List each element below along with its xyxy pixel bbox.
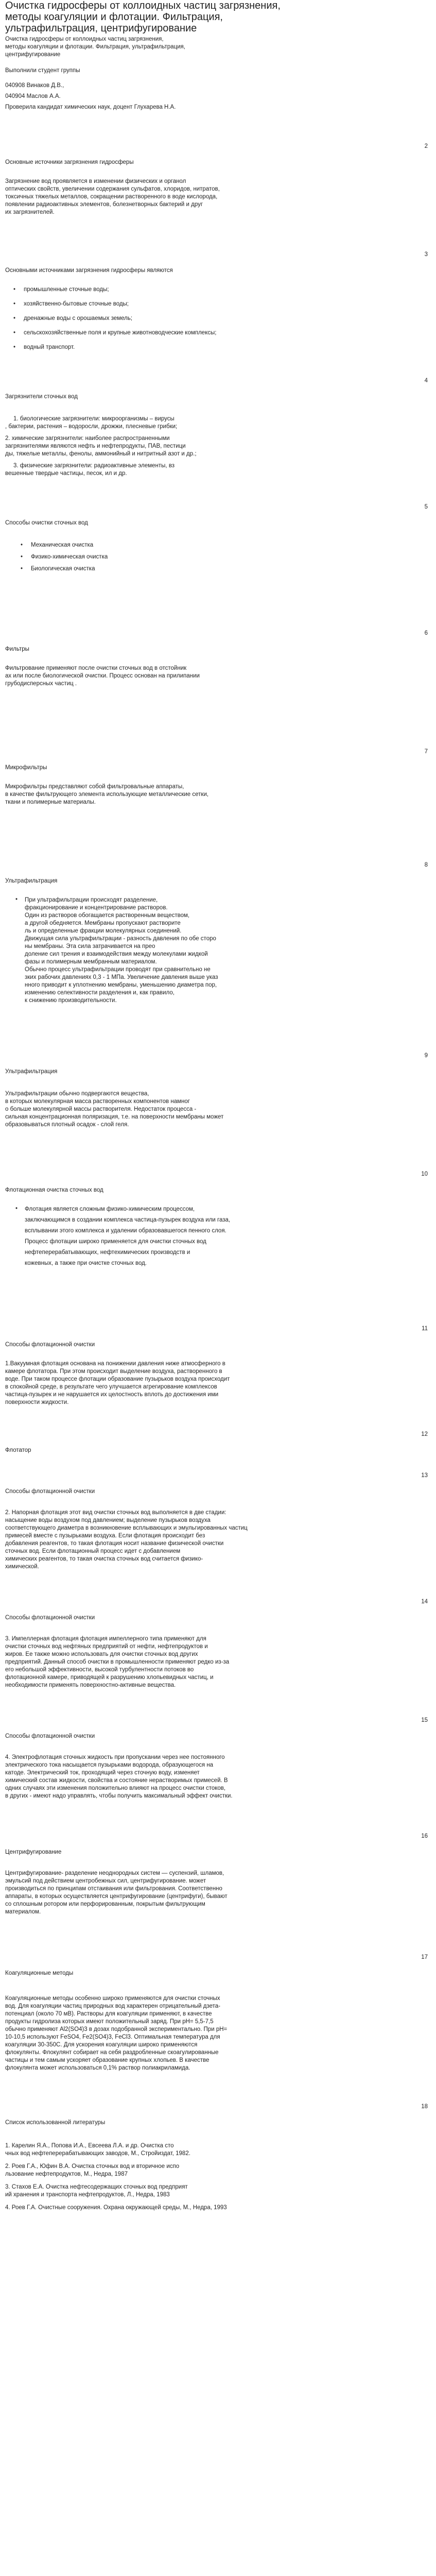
slide-flotation-intro xyxy=(5,1182,432,1337)
text-line: Флотация является сложным физико-химическим процессом, xyxy=(25,1206,195,1212)
text-line: Один из растворов обогащается растворенным веществом, xyxy=(25,912,190,919)
text-line: При ультрафильтрации происходят разделение, xyxy=(25,897,158,903)
references-heading: Список использованной литературы xyxy=(5,2120,106,2126)
text-line: нного приводит к уплотнению мембраны, уменьшению диаметра пор, xyxy=(25,982,217,988)
slide-filters xyxy=(5,641,432,760)
page-number: 14 xyxy=(421,1599,428,1605)
title-line-3: ультрафильтрация, центрифугирование xyxy=(5,23,197,34)
text-line: со сплошным ротором или перфорированным, покрытым фильтрующим xyxy=(5,1901,205,1907)
text-line: изменению селективности разделения и, как правило, xyxy=(25,990,175,996)
text-line: а другой обедняется. Мембраны пропускают растворите xyxy=(25,920,181,926)
page-number: 15 xyxy=(421,1717,428,1723)
subtitle-line-2: методы коагуляции и флотации. Фильтрация, ультрафильтрация, xyxy=(5,44,185,50)
references-section xyxy=(5,2115,432,2213)
text-line: коагуляции 30-350С. Для ускорения коагуляции широко применяются xyxy=(5,2042,198,2048)
text-line: насыщение воды воздухом под давлением; выделение пузырьков воздуха xyxy=(5,1517,211,1523)
page-number: 11 xyxy=(422,1326,428,1332)
text-line: одних случаях эти изменения положительно влияют на процесс очистки стоков, xyxy=(5,1785,226,1791)
subtitle-line-3: центрифугирование xyxy=(5,52,61,58)
slide-pollutants xyxy=(5,389,432,515)
text-line: 2. химические загрязнители: наиболее распространенными xyxy=(5,435,170,442)
text-line: вод. Для коагуляции частиц природных вод характерен отрицательный дзета- xyxy=(5,2003,220,2009)
slide-heading: Флотационная очистка сточных вод xyxy=(5,1187,103,1193)
text-line: жиров. Ее также можно использовать для очистки сточных вод других xyxy=(5,1651,198,1657)
page-number: 10 xyxy=(421,1171,428,1177)
author-1: 040908 Винаков Д.В., xyxy=(5,82,64,89)
reference-item: 2. Роев Г.А., Юфин В.А. Очистка сточных вод и вторичное испо льзование нефтепродуктов, М., Недра, 1987 xyxy=(5,2163,180,2177)
slide-ultrafiltration-2 xyxy=(5,1064,432,1182)
text-line: Микрофильтры представляют собой фильтровальные аппараты, xyxy=(5,784,184,790)
bullet-icon: • xyxy=(13,344,16,350)
text-line: предприятий. Данный способ очистки в промышленности применяют редко из-за xyxy=(5,1659,230,1665)
text-line: 3. физические загрязнители: радиоактивные элементы, вз xyxy=(13,463,175,469)
text-line: производиться по принципам отстаивания или фильтрования. Соответственно xyxy=(5,1886,222,1892)
bullet-icon: • xyxy=(21,566,23,572)
text-line: , бактерии, растения – водоросли, дрожжи, плесневые грибки; xyxy=(5,423,178,430)
slide-heading: Коагуляционные методы xyxy=(5,1970,74,1976)
text-line: в качестве фильтрующего элемента использующие металлические сетки, xyxy=(5,791,209,798)
text-line: ткани и полимерные материалы. xyxy=(5,799,96,805)
list-item: • Биологическая очистка xyxy=(21,566,95,572)
text-line: химический состав жидкости, свойства и состояние нерастворимых примесей. В xyxy=(5,1777,228,1784)
page-number: 12 xyxy=(421,1431,428,1437)
text-line: нефтеперерабатывающих, нефтехимических производств и xyxy=(25,1249,190,1256)
slide-treatment-methods xyxy=(5,515,432,641)
slide-pressure-flotation xyxy=(5,1484,432,1610)
list-item: • дренажные воды с орошаемых земель; xyxy=(13,315,133,321)
page-number: 2 xyxy=(424,143,428,149)
slide-authors xyxy=(5,67,432,155)
text-line: фракционирование и концентрирование растворов. xyxy=(25,905,168,911)
slide-heading: Ультрафильтрация xyxy=(5,1069,58,1075)
text-line: добавления реагентов, то такая флотация носит название физической очистки xyxy=(5,1540,224,1547)
slide-centrifugation xyxy=(5,1844,432,1965)
text-line: частицы и тем самым ускоряет образование крупных хлопьев. В качестве xyxy=(5,2057,210,2063)
slide-heading: Центрифугирование xyxy=(5,1849,62,1855)
slide-main-sources xyxy=(5,263,432,389)
text-line: их загрязнителей. xyxy=(5,209,55,215)
slide-heading: Основные источники загрязнения гидросферы xyxy=(5,159,134,165)
text-line: о больше молекулярной массы растворителя. Недостаток процесса - xyxy=(5,1106,197,1112)
text-line: кожевных, а также при очистке сточных вод. xyxy=(25,1260,147,1266)
text-line: доление сил трения и взаимодействия между молекулами жидкой xyxy=(25,951,208,957)
text-line: материалом. xyxy=(5,1909,41,1915)
text-line: Процесс флотации широко применяется для очистки сточных вод xyxy=(25,1239,206,1245)
bullet-icon: • xyxy=(21,554,23,560)
text-line: соответствующего диаметра в возникновение всплывающих и эмульгированных частиц xyxy=(5,1525,248,1531)
page-number: 8 xyxy=(424,862,428,868)
slide-ultrafiltration-1 xyxy=(5,873,432,1064)
page-number: 17 xyxy=(421,1954,428,1960)
paragraph-block xyxy=(5,896,432,1005)
text-line: оптических свойств, увеличении содержания сульфатов, хлоридов, нитратов, xyxy=(5,186,220,192)
subtitle-line-1: Очистка гидросферы от коллоидных частиц загрязнения, xyxy=(5,36,164,42)
title-line-1: Очистка гидросферы от коллоидных частиц загрязнения, xyxy=(5,0,281,11)
list-item: • Физико-химическая очистка xyxy=(21,554,108,560)
text-line: образовываться плотный осадок - слой геля. xyxy=(5,1122,129,1128)
text-line: аппараты, в которых осуществляется центрифугирование (центрифуги), бывают xyxy=(5,1893,228,1900)
page-number: 16 xyxy=(421,1833,428,1839)
slide-heading: Микрофильтры xyxy=(5,765,47,771)
text-line: загрязнителями являются нефть и нефтепродукты, ПАВ, пестици xyxy=(5,443,186,449)
text-line: ль и определенные фракции молекулярных соединений. xyxy=(25,928,182,934)
slide-pollution-sources xyxy=(5,155,432,263)
text-line: его небольшой эффективности, высокой турбулентности потоков во xyxy=(5,1667,194,1673)
text-line: Обычно процесс ультрафильтрации проводят при сравнительно не xyxy=(25,967,211,973)
list-item: • водный транспорт. xyxy=(13,344,75,350)
text-line: 1. биологические загрязнители: микроорганизмы – вирусы xyxy=(13,416,175,422)
reference-item: 3. Стахов Е.А. Очистка нефтесодержащих сточных вод предприят ий хранения и транспорта нефтепродуктов, Л., Недра, 1983 xyxy=(5,2184,188,2198)
text-line: камере флотатора. При этом происходит выделение воздуха, растворенного в xyxy=(5,1368,222,1375)
text-line: флокулянты. Флокулянт собирает на себя раздробленные скоагулированные xyxy=(5,2049,219,2056)
bullet-icon: • xyxy=(21,542,23,548)
bullet-icon: • xyxy=(13,330,16,336)
slide-heading: Способы очистки сточных вод xyxy=(5,520,88,526)
text-line: флотационной камере, приводящей к разрушению хлопьевидных частиц, и xyxy=(5,1674,214,1681)
document-title xyxy=(5,0,432,34)
text-line: ах или после биологической очистки. Процесс основан на прилипании xyxy=(5,673,200,679)
text-line: очистки сточных вод нефтяных предприятий от нефти, нефтепродуктов и xyxy=(5,1643,208,1650)
page-number: 13 xyxy=(421,1472,428,1479)
text-line: химической. xyxy=(5,1564,39,1570)
text-line: продукты гидролиза которых имеют положительный заряд. При pH= 5,5-7,5 xyxy=(5,2019,214,2025)
text-line: сточных вод. Если флотационный процесс идет с добавлением xyxy=(5,1548,181,1554)
text-line: воде. При таком процессе флотации образование пузырьков воздуха происходит xyxy=(5,1376,230,1382)
text-line: необходимости применять поверхностно-активные вещества. xyxy=(5,1682,176,1688)
text-line: Ультрафильтрации обычно подвергаются вещества, xyxy=(5,1091,149,1097)
list-item: • Механическая очистка xyxy=(21,542,94,548)
text-line: химических реагентов, то такая очистка сточных вод считается физико- xyxy=(5,1556,203,1562)
text-line: 1.Вакуумная флотация основана на понижении давления ниже атмосферного в xyxy=(5,1361,225,1367)
slide-heading: Основными источниками загрязнения гидросферы являются xyxy=(5,267,173,274)
author-2: 040904 Маслов А.А. xyxy=(5,93,61,99)
slide-vacuum-flotation xyxy=(5,1337,432,1443)
text-line: ды, тяжелые металлы, фенолы, аммонийный и нитритный азот и др.; xyxy=(5,451,197,457)
slide-heading: Фильтры xyxy=(5,646,29,652)
text-line: Коагуляционные методы особенно широко применяются для очистки сточных xyxy=(5,1995,220,2002)
page-number: 18 xyxy=(421,2104,428,2110)
list-item: • сельскохозяйственные поля и крупные животноводческие комплексы; xyxy=(13,330,217,336)
text-line: Загрязнение вод проявляется в изменении физических и органол xyxy=(5,178,186,184)
text-line: 2. Напорная флотация этот вид очистки сточных вод выполняется в две стадии: xyxy=(5,1510,226,1516)
text-line: грубодисперсных частиц . xyxy=(5,681,77,687)
text-line: электрического тока насыщается пузырьками водорода, образующегося на xyxy=(5,1762,214,1768)
slide-heading: Способы флотационной очистки xyxy=(5,1615,95,1621)
title-line-2: методы коагуляции и флотации. Фильтрация, xyxy=(5,11,223,23)
slide-impeller-flotation xyxy=(5,1610,432,1728)
bullet-icon: • xyxy=(13,315,16,321)
text-line: 4. Электрофлотация сточных жидкость при пропускании через нее постоянного xyxy=(5,1754,225,1760)
list-item: • промышленные сточные воды; xyxy=(13,286,109,293)
text-line: ны мембраны. Эта сила затрачивается на прео xyxy=(25,943,155,950)
text-line: потенциал (около 70 мВ). Растворы для коагуляции применяют, в качестве xyxy=(5,2011,212,2017)
text-line: Центрифугирование- разделение неоднородных систем — суспензий, шламов, xyxy=(5,1870,224,1876)
slide-flotator xyxy=(5,1443,432,1484)
page-number: 3 xyxy=(424,251,428,258)
text-line: вешенные твердые частицы, песок, ил и др. xyxy=(5,470,127,477)
slide-heading: Ультрафильтрация xyxy=(5,878,58,884)
text-line: в которых молекулярная масса растворенных компонентов намног xyxy=(5,1098,190,1105)
text-line: частица-пузырек и не нарушается их целостность вплоть до достижения ими xyxy=(5,1392,219,1398)
text-line: флокулянта может использоваться 0,1% раствор полиакриламида. xyxy=(5,2065,190,2071)
paragraph-block xyxy=(5,1206,432,1267)
text-line: поверхности жидкости. xyxy=(5,1399,69,1405)
text-line: всплывании этого комплекса и удалении образовавшегося пенного слоя. xyxy=(25,1228,226,1234)
bullet-icon: • xyxy=(13,286,16,293)
document-subtitle xyxy=(5,36,432,59)
bullet-icon: • xyxy=(13,301,16,307)
reference-item: 1. Карелин Я.А., Попова И.А., Евсеева Л.А. и др. Очистка сто чных вод нефтеперерабатывающих заводов, М., Стройиздат, 1982. xyxy=(5,2143,190,2157)
text-line: в спокойной среде, в результате чего улучшается агрегирование комплексов xyxy=(5,1384,217,1390)
methods-list xyxy=(5,541,432,573)
slide-microfilters xyxy=(5,760,432,873)
page-number: 5 xyxy=(424,504,428,510)
text-line: обычно применяют Al2(SO4)3 в дозах подобранной экспериментально. При pH= xyxy=(5,2026,228,2032)
slide-electroflotation xyxy=(5,1728,432,1844)
text-line: токсичных тяжелых металлов, сокращении растворенного в воде кислорода, xyxy=(5,194,218,200)
text-line: зких рабочих давлениях 0,3 - 1 МПа. Увеличение давления выше указ xyxy=(25,974,218,980)
slide-coagulation xyxy=(5,1965,432,2115)
slide-heading: Способы флотационной очистки xyxy=(5,1342,95,1348)
reference-item: 4. Роев Г.А. Очистные сооружения. Охрана окружающей среды, М., Недра, 1993 xyxy=(5,2205,227,2211)
text-line: появлении радиоактивных элементов, болезнетворных бактерий и друг xyxy=(5,201,203,208)
text-line: примесей вместе с пузырьками воздуха. Если флотация происходит без xyxy=(5,1533,205,1539)
list-item: • хозяйственно-бытовые сточные воды; xyxy=(13,301,129,307)
page-number: 9 xyxy=(424,1053,428,1059)
text-line: в других - имеют надо управлять, чтобы получить максимальный эффект очистки. xyxy=(5,1793,233,1799)
sources-list xyxy=(5,286,432,351)
text-line: 3. Импеллерная флотация флотация импеллерного типа применяют для xyxy=(5,1636,206,1642)
reviewer: Проверила кандидат химических наук, доцент Глухарева Н.А. xyxy=(5,104,176,110)
slide-heading: Флотатор xyxy=(5,1447,31,1453)
text-line: Движущая сила ультрафильтрации - разность давления по обе сторо xyxy=(25,936,216,942)
bullet-icon: • xyxy=(15,1206,18,1212)
text-line: фазы и полимерным мембранным материалом. xyxy=(25,959,157,965)
text-line: Фильтрование применяют после очистки сточных вод в отстойник xyxy=(5,665,187,671)
page-number: 4 xyxy=(424,378,428,384)
text-line: эмульсий под действием центробежных сил, центрифугирование. может xyxy=(5,1878,206,1884)
slide-heading: Способы флотационной очистки xyxy=(5,1488,95,1495)
text-line: к снижению производительности. xyxy=(25,997,117,1004)
slide-heading: Способы флотационной очистки xyxy=(5,1733,95,1739)
page-number: 6 xyxy=(424,630,428,636)
bullet-icon: • xyxy=(15,896,18,903)
text-line: 10-10,5 используют FeSO4, Fe2(SO4)3, FeCl3. Оптимальная температура для xyxy=(5,2034,220,2040)
text-line: катоде. Электрический ток, проходящий через сточную воду, изменяет xyxy=(5,1770,200,1776)
text-line: сильная концентрационная поляризация, т.е. на поверхности мембраны может xyxy=(5,1114,224,1120)
authors-group: Выполнили студент группы xyxy=(5,67,80,74)
page-number: 7 xyxy=(424,749,428,755)
slide-heading: Загрязнители сточных вод xyxy=(5,394,78,400)
text-line: заключающимся в создании комплекса частица-пузырек воздуха или газа, xyxy=(25,1217,231,1223)
